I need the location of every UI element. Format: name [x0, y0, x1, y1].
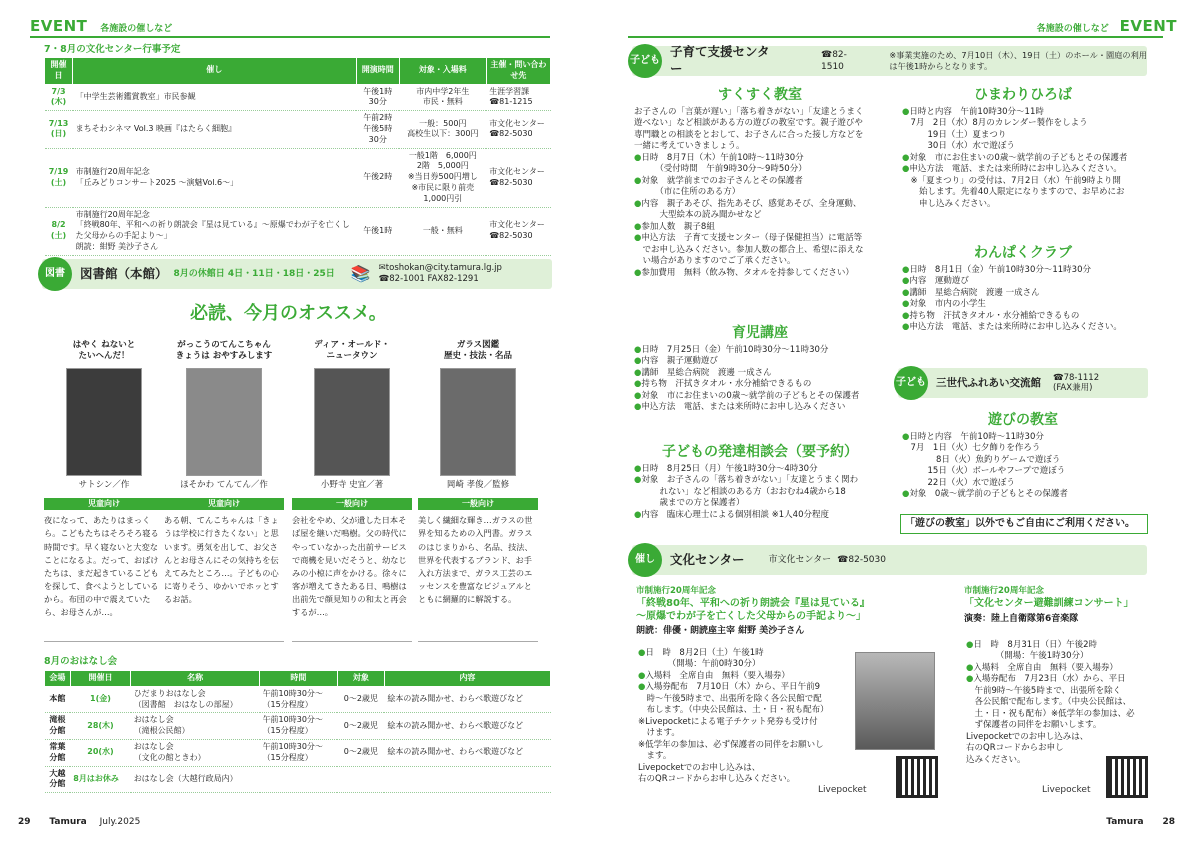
book-description: ある朝、てんこちゃんは「きょうは学校に行きたくない」と思います。勇気を出して、お父さんとお母さんにその気持ちを伝えてみたところ…。子どもの心に寄りそう、ゆかいでホッとするお話。 [164, 514, 284, 642]
row-time: 午前10時30分～ （15分程度） [260, 713, 338, 740]
book-author: ほそかわ てんてん／作 [180, 480, 268, 491]
bullet-icon: ● [634, 379, 642, 390]
row-time: 午前10時30分～ （15分程度） [260, 739, 338, 766]
sansedai-tel: ☎78-1112 [1053, 372, 1100, 383]
text-line: ●対象 市にお住まいの0歳～就学前の子どもとその保護者 [902, 152, 1128, 163]
livepocket-logo-1: Livepocket [818, 785, 867, 795]
book-cover [186, 368, 262, 476]
book-cover [440, 368, 516, 476]
book-author: 小野寺 史宜／著 [320, 480, 384, 491]
row-contact: 市文化センター ☎82-5030 [486, 148, 550, 207]
text-line: 歳までの方と保護者） [634, 498, 745, 509]
hattatsu-body [634, 464, 888, 521]
row-time: 午後1時30分 [356, 84, 399, 111]
bullet-icon: ● [634, 367, 642, 378]
row-time: 午前2時 午後5時30分 [356, 111, 399, 148]
sansedai-name: 三世代ふれあい交流館 [936, 376, 1041, 389]
row-content: 絵本の読み聞かせ、わらべ歌遊びなど [384, 739, 550, 766]
bullet-icon: ● [902, 310, 910, 321]
sansedai-note: 「遊びの教室」以外でもご自由にご利用ください。 [900, 514, 1148, 534]
row-venue: 大越 分館 [45, 766, 71, 793]
bunka-name: 文化センター [670, 551, 745, 567]
text-line: ●内容 親子あそび、指先あそび、感覚あそび、全身運動、 [634, 198, 862, 209]
text-line: 15日（火）ボールやフープで遊ぼう [902, 466, 1066, 477]
row-target: 0～2歳児 [337, 713, 384, 740]
text-line: ●内容 親子運動遊び [634, 356, 718, 367]
text-line: ●対象 0歳～就学前の子どもとその保護者 [902, 489, 1068, 500]
text-line: 布します。（中央公民館は、土・日・祝も配布） [638, 705, 829, 716]
text-line: ●対象 市内の小学生 [902, 299, 986, 310]
text-line: 8日（火）魚釣りゲームで遊ぼう [902, 454, 1061, 465]
bullet-icon: ● [902, 322, 910, 333]
culture-schedule-table [44, 57, 551, 256]
table-row [45, 766, 551, 793]
text-line: い場合がありますのでご了承ください。 [634, 256, 796, 267]
row-date: 1(金) [70, 686, 130, 713]
row-name: ひだまりおはなし会 （図書館 おはなしの部屋） [131, 686, 260, 713]
book-card [44, 340, 164, 642]
text-line: Livepocketでのお申し込みは、 [966, 731, 1089, 742]
library-band [42, 259, 552, 289]
row-target: 一般・無料 [399, 207, 486, 255]
bullet-icon: ● [902, 152, 910, 163]
book-title: がっこうのてんこちゃん きょうは おやすみします [175, 340, 273, 362]
text-line: ※低学年の参加は、必ず保護者の同伴をお願いし [638, 739, 824, 750]
text-line: 30日（水）水で遊ぼう [902, 141, 1015, 152]
himawari-title: ひまわりひろば [974, 87, 1072, 103]
right-footer [1106, 816, 1175, 828]
bullet-icon: ● [634, 267, 642, 278]
text-line: ●入場料 全席自由 無料（要入場券） [638, 670, 790, 681]
text-line: ●参加費用 無料（飲み物、タオルを持参してください） [634, 267, 854, 278]
row-content: 絵本の読み聞かせ、わらべ歌遊びなど [384, 686, 550, 713]
bullet-icon: ● [634, 390, 642, 401]
text-line: （開場：午後1時30分） [966, 651, 1089, 662]
roudoku-sub: 市制施行20周年記念 [636, 586, 716, 596]
row-time: 午前10時30分～ （15分程度） [260, 686, 338, 713]
row-date: 20(水) [70, 739, 130, 766]
text-line: 始します。先着40人限定になりますので、お早めにお [902, 187, 1125, 198]
concert-block [964, 586, 1154, 625]
bullet-icon: ● [634, 464, 642, 474]
row-time: 午後1時 [356, 207, 399, 255]
row-venue: 常葉 分館 [45, 739, 71, 766]
text-line: ●日時と内容 午前10時30分～11時 [902, 107, 1044, 117]
book-audience-tag: 児童向け [44, 498, 164, 511]
text-line: ●対象 就学前までのお子さんとその保護者 [634, 175, 803, 186]
table-row [45, 111, 551, 148]
text-line: ます。 [638, 751, 672, 762]
text-line: ●持ち物 汗拭きタオル・水分補給できるもの [902, 310, 1080, 321]
book-card [292, 340, 412, 642]
text-line: Livepocketでのお申し込みは、 [638, 762, 761, 773]
text-line: ●入場券配布 7月10日（木）から、平日午前9 [638, 682, 821, 693]
concert-title: 「文化センター避難訓練コンサート」 [964, 598, 1134, 610]
column-header: 催し [73, 58, 356, 85]
row-closed-name: おはなし会（大越行政局内） [131, 766, 551, 793]
wanpaku-body [902, 265, 1148, 334]
text-line: 専門職との相談をとおして、お子さんに合った接し方などを [634, 129, 864, 140]
row-target: 市内中学2年生 市民・無料 [399, 84, 486, 111]
roudoku-body [638, 648, 858, 786]
row-date: 28(木) [70, 713, 130, 740]
book-audience-tag: 一般向け [418, 498, 538, 511]
sukusuku-body [634, 107, 888, 279]
library-badge: 図書 [38, 257, 72, 291]
column-header: 時間 [260, 671, 338, 687]
row-target: 0～2歳児 [337, 686, 384, 713]
row-date: 7/3 (木) [45, 84, 73, 111]
row-name: おはなし会 （滝根公民館） [131, 713, 260, 740]
text-line: 右のQRコードからお申し [966, 743, 1064, 754]
library-email[interactable]: ✉toshokan@city.tamura.lg.jp [378, 262, 502, 273]
event-sub-right: 各施設の催しなど [1036, 24, 1109, 34]
text-line: ●持ち物 汗拭きタオル・水分補給できるもの [634, 379, 812, 390]
sukusuku-title: すくすく教室 [718, 87, 802, 103]
culture-schedule-title: 7・8月の文化センター行事予定 [44, 44, 181, 55]
asobi-body [902, 432, 1148, 501]
wanpaku-title: わんぱくクラブ [974, 245, 1072, 261]
row-contact: 市文化センター ☎82-5030 [486, 111, 550, 148]
bullet-icon: ● [634, 198, 642, 209]
table-row [45, 739, 551, 766]
bullet-icon: ● [902, 276, 910, 287]
row-contact: 生涯学習課 ☎81-1215 [486, 84, 550, 111]
left-page-number: 29 [18, 817, 31, 827]
column-header: 名称 [131, 671, 260, 687]
qr-code-roudoku[interactable] [896, 756, 938, 798]
bullet-icon: ● [638, 648, 646, 658]
event-sub: 各施設の催しなど [100, 24, 173, 34]
column-header: 開演時間 [356, 58, 399, 85]
bullet-icon: ● [634, 509, 642, 520]
ohanashi-table [44, 670, 551, 793]
bunka-band [632, 545, 1147, 575]
livepocket-logo-2: Livepocket [1042, 785, 1091, 795]
book-description: 会社をやめ、父が遺した日本そば屋を継いだ鳴樹。父の時代にやっていなかった出前サービスで商機を見いだそうと、幼なじみの小椋に声をかける。徐々に客が増えてきたある日、鳴樹は出前先で顔見知りの和太と再会するが…。 [292, 514, 412, 642]
text-line: れない」など相談のある方（おおむね4歳から18 [634, 486, 846, 497]
library-headline: 必読、今月のオススメ。 [190, 303, 387, 324]
sansedai-fax: (FAX兼用) [1053, 383, 1093, 393]
bullet-icon: ● [902, 489, 910, 500]
bullet-icon: ● [634, 175, 642, 186]
text-line: ※「夏まつり」の受付は、7月2日（水）午前9時より開 [902, 175, 1121, 186]
bullet-icon: ● [634, 356, 642, 367]
library-name: 図書館（本館） [80, 265, 168, 281]
book-cover [66, 368, 142, 476]
text-line: 7月 2日（水）8月のカレンダー製作をしよう [902, 118, 1088, 129]
row-target: 一般1階 6,000円 2階 5,000円 ※当日券500円増し ※市民に限り前売1,000円引 [399, 148, 486, 207]
bunka-place: 市文化センター [768, 554, 832, 565]
roudoku-reader: 朗読：俳優・朗読座主宰 紺野 美沙子さん [636, 626, 805, 637]
bullet-icon: ● [638, 682, 646, 693]
qr-code-concert[interactable] [1106, 756, 1148, 798]
row-venue: 滝根 分館 [45, 713, 71, 740]
bunka-badge: 催し [628, 543, 662, 577]
left-date: July.2025 [99, 817, 141, 827]
left-brand: Tamura [49, 817, 87, 827]
table-row [45, 207, 551, 255]
row-contact: 市文化センター ☎82-5030 [486, 207, 550, 255]
text-line: ず保護者の同伴をお願いします。 [966, 720, 1102, 731]
text-line: 右のQRコードからお申し込みください。 [638, 774, 796, 785]
row-event: 「中学生芸術鑑賞教室」市民参観 [73, 84, 356, 111]
text-line: 土・日・祝も配布）※低学年の参加は、必 [966, 708, 1135, 719]
right-brand: Tamura [1106, 817, 1144, 827]
bullet-icon: ● [902, 287, 910, 298]
book-title: ディア・オールド・ ニュータウン [314, 340, 390, 362]
kosodate-badge: 子ども [628, 44, 662, 78]
row-target: 0～2歳児 [337, 739, 384, 766]
text-line: ●申込方法 電話、または来所時にお申し込みください。 [902, 164, 1122, 175]
text-line: 22日（火）水で遊ぼう [902, 477, 1015, 488]
text-line: でお申し込みください。参加人数の都合上、希望に添えな [634, 244, 864, 255]
ikuji-body [634, 345, 888, 414]
text-line: ●日 時 8月31日（日）午後2時 [966, 640, 1098, 650]
text-line: 遊べない」など相談がある方の遊びの教室です。親子遊びや [634, 118, 863, 129]
text-line: 大型絵本の読み聞かせなど [634, 210, 762, 221]
sansedai-band [898, 368, 1148, 398]
bullet-icon: ● [634, 402, 642, 413]
table-row [45, 148, 551, 207]
bullet-icon: ● [966, 662, 974, 673]
roudoku-title: 「終戦80年、平和への祈り朗読会『星は見ている』 ～原爆でわが子を亡くした父母からの手記より～」 [636, 598, 870, 623]
asobi-title: 遊びの教室 [988, 412, 1058, 428]
text-line: ●申込方法 電話、または来所時にお申し込みください。 [902, 322, 1122, 333]
kosodate-note: ※事業実施のため、7月10日（木）、19日（土）のホール・園庭の利用は午後1時からとなります。 [889, 50, 1147, 71]
event-label-right: EVENT [1119, 17, 1177, 35]
bunka-tel: ☎82-5030 [837, 554, 886, 565]
bullet-icon: ● [902, 299, 910, 310]
text-line: ●講師 星総合病院 渡邊 一成さん [902, 287, 1040, 298]
himawari-body [902, 107, 1148, 210]
bullet-icon: ● [902, 265, 910, 275]
text-line: 19日（土）夏まつり [902, 129, 1007, 140]
text-line: ●参加人数 親子8組 [634, 221, 715, 232]
roudoku-block [636, 586, 946, 638]
text-line: 午前9時～午後5時まで、出張所を除く [966, 685, 1122, 696]
book-author: サトシン／作 [78, 480, 130, 491]
library-fax: FAX82-1291 [427, 274, 479, 284]
row-date: 8/2 (土) [45, 207, 73, 255]
text-line: ●日時 7月25日（金）午前10時30分～11時30分 [634, 345, 829, 355]
ikuji-title: 育児講座 [732, 325, 788, 341]
text-line: ●入場料 全席自由 無料（要入場券） [966, 662, 1118, 673]
event-label: EVENT [30, 17, 88, 35]
right-page-number: 28 [1162, 817, 1175, 827]
column-header: 対象・入場料 [399, 58, 486, 85]
kosodate-tel: ☎82-1510 [821, 49, 847, 72]
row-name: おはなし会 （文化の館ときわ） [131, 739, 260, 766]
column-header: 内容 [384, 671, 550, 687]
bullet-icon: ● [966, 640, 974, 650]
row-content: 絵本の読み聞かせ、わらべ歌遊びなど [384, 713, 550, 740]
header-rule-right [628, 36, 1163, 38]
row-event: 市制施行20周年記念 「丘みどりコンサート2025 ～演魅Vol.6～」 [73, 148, 356, 207]
column-header: 会場 [45, 671, 71, 687]
concert-perf: 演奏：陸上自衛隊第6音楽隊 [964, 613, 1079, 624]
text-line: 申し込みください。 [902, 198, 996, 209]
text-line: 一緒に考えていきましょう。 [634, 141, 745, 152]
text-line: けます。 [638, 728, 680, 739]
left-footer [18, 816, 140, 828]
ohanashi-title: 8月のおはなし会 [44, 656, 118, 667]
text-line: （開場：午前0時30分） [638, 659, 761, 670]
text-line: ●日時 8月1日（金）午前10時30分～11時30分 [902, 265, 1092, 275]
text-line: ●内容 臨床心理士による個別相談 ※1人40分程度 [634, 509, 829, 520]
table-row [45, 686, 551, 713]
kosodate-band [632, 46, 1147, 76]
text-line: （市に住所のある方） [634, 187, 741, 198]
sansedai-badge: 子ども [894, 366, 928, 400]
text-line: ※Livepocketによる電子チケット発券も受け付 [638, 716, 818, 727]
table-row [45, 84, 551, 111]
kosodate-name: 子育て支援センター [670, 44, 770, 76]
row-target: 一般：500円 高校生以下：300円 [399, 111, 486, 148]
bullet-icon: ● [634, 152, 642, 163]
header-rule [30, 36, 550, 38]
text-line: 7月 1日（火）七夕飾りを作ろう [902, 443, 1041, 454]
bullet-icon: ● [634, 221, 642, 232]
row-event: まちそわシネマ Vol.3 映画『はたらく細胞』 [73, 111, 356, 148]
concert-sub: 市制施行20周年記念 [964, 586, 1044, 596]
text-line: 時～午後5時まで、出張所を除く各公民館で配 [638, 693, 822, 704]
book-audience-tag: 一般向け [292, 498, 412, 511]
bullet-icon: ● [634, 345, 642, 355]
right-header [1037, 16, 1177, 36]
column-header: 主催・問い合わせ先 [486, 58, 550, 85]
hattatsu-title: 子どもの発達相談会（要予約） [662, 444, 858, 460]
book-card [418, 340, 538, 642]
row-date: 7/19 (土) [45, 148, 73, 207]
book-title: はやく ねないと たいへんだ！ [72, 340, 136, 362]
left-header [30, 16, 172, 36]
text-line: ●講師 星総合病院 渡邊 一成さん [634, 367, 772, 378]
text-line: ●入場券配布 7月23日（水）から、平日 [966, 674, 1126, 685]
book-description: 美しく繊細な輝き…ガラスの世界を知るための入門書。ガラスのはじまりから、名品、技法、世界を代表するブランド、お手入れ方法まで、ガラス工芸のエッセンスを豊富なビジュアルとともに網羅的に解説する。 [418, 514, 538, 642]
text-line: ●日 時 8月2日（土）午後1時 [638, 648, 764, 658]
book-cover [314, 368, 390, 476]
book-title: ガラス図鑑 歴史・技法・名品 [443, 340, 512, 362]
bullet-icon: ● [902, 107, 910, 117]
bullet-icon: ● [634, 233, 642, 244]
text-line: ●申込方法 電話、または来所時にお申し込みください [634, 402, 846, 413]
text-line: ●日時 8月25日（月）午後1時30分～4時30分 [634, 464, 818, 474]
bullet-icon: ● [902, 164, 910, 175]
row-date: 7/13 (日) [45, 111, 73, 148]
text-line: ●日時と内容 午前10時～11時30分 [902, 432, 1044, 442]
concert-body [966, 640, 1156, 766]
column-header: 対象 [337, 671, 384, 687]
library-holiday: 8月の休館日 4日・11日・18日・25日 [173, 268, 335, 279]
bullet-icon: ● [902, 432, 910, 442]
book-author: 岡崎 孝俊／監修 [446, 480, 510, 491]
row-time: 午後2時 [356, 148, 399, 207]
text-line: ●対象 お子さんの「落ち着きがない」「友達とうまく関わ [634, 475, 859, 486]
bullet-icon: ● [634, 475, 642, 486]
column-header: 開催日 [45, 58, 73, 85]
speaker-photo [855, 652, 935, 750]
column-header: 開催日 [70, 671, 130, 687]
book-audience-tag: 児童向け [164, 498, 284, 511]
text-line: （受付時間 午前9時30分～9時50分） [634, 164, 807, 175]
text-line: 込みください。 [966, 754, 1026, 765]
text-line: ●対象 市にお住まいの0歳～就学前の子どもとその保護者 [634, 390, 860, 401]
book-card [164, 340, 284, 642]
bullet-icon: ● [638, 670, 646, 681]
library-tel: ☎82-1001 [378, 274, 425, 284]
text-line: ●日時 8月7日（木）午前10時～11時30分 [634, 152, 804, 163]
row-closed-date: 8月はお休み [70, 766, 130, 793]
books-icon: 📚 [350, 264, 371, 284]
text-line: ●申込方法 子育て支援センター（母子保健担当）に電話等 [634, 233, 863, 244]
text-line: ●内容 運動遊び [902, 276, 969, 287]
text-line: お子さんの「言葉が遅い」「落ち着きがない」「友達とうまく [634, 107, 864, 117]
row-event: 市制施行20周年記念 「終戦80年、平和への祈り朗読会『星は見ている』～原爆でわが子を亡くした父母からの手記より～」 朗読：紺野 美沙子さん [73, 207, 356, 255]
bullet-icon: ● [966, 674, 974, 685]
book-description: 夜になって、あたりはまっくら。こどもたちはそろそろ寝る時間です。早く寝ないと大変なことになるよ。だって、おばけたちは、まだ起きているこどもを探して、食べようとしているから。布団の中で震えていたら、お母さんが…。 [44, 514, 164, 642]
table-row [45, 713, 551, 740]
text-line: 各公民館で配布します。（中央公民館は、 [966, 697, 1132, 708]
row-venue: 本館 [45, 686, 71, 713]
